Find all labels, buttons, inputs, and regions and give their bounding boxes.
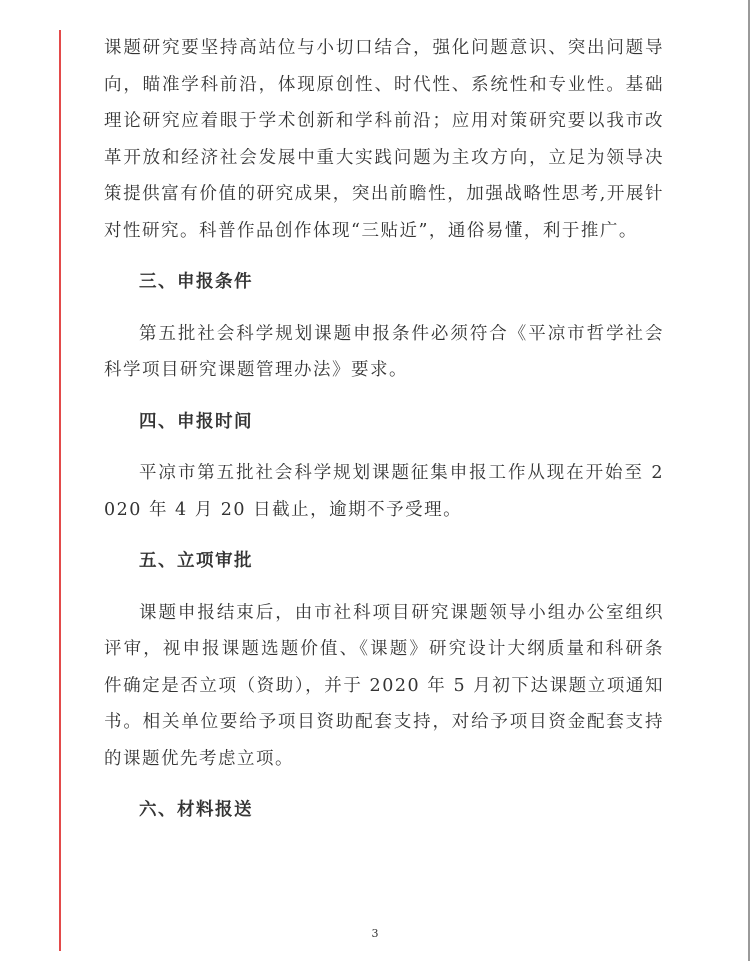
section-heading-materials: 六、材料报送	[139, 800, 253, 820]
red-margin-line	[59, 30, 61, 951]
section-heading-time: 四、申报时间	[139, 411, 253, 432]
section-heading-approval: 五、立项审批	[139, 551, 253, 571]
section-body-time: 平凉市第五批社会科学规划课题征集申报工作从现在开始至 2020 年 4 月 20 日截止，逾期不予受理。	[104, 463, 664, 520]
page-number: 3	[371, 927, 379, 940]
intro-paragraph: 课题研究要坚持高站位与小切口结合，强化问题意识、突出问题导向，瞄准学科前沿，体现原创性、时代性、系统性和专业性。基础理论研究应着眼于学术创新和学科前沿；应用对策研究要以我市改革开放和经济社会发展中重大实践问题为主攻方向，立足为领导决策提供富有价值的研究成果，突出前瞻性，加强战略性思考,开展针对性研究。科普作品创作体现“三贴近”，通俗易懂，利于推广。	[104, 38, 664, 241]
section-body-approval: 课题申报结束后，由市社科项目研究课题领导小组办公室组织评审，视申报课题选题价值、《课题》研究设计大纲质量和科研条件确定是否立项（资助），并于 2020 年 5 月初下达课题立项通知书。相关单位要给予项目资助配套支持，对给予项目资金配套支持的课题优先考虑立项。	[104, 602, 664, 769]
document-body	[104, 30, 664, 829]
section-heading-conditions: 三、申报条件	[139, 272, 253, 292]
section-body-conditions: 第五批社会科学规划课题申报条件必须符合《平凉市哲学社会科学项目研究课题管理办法》要求。	[104, 323, 664, 380]
